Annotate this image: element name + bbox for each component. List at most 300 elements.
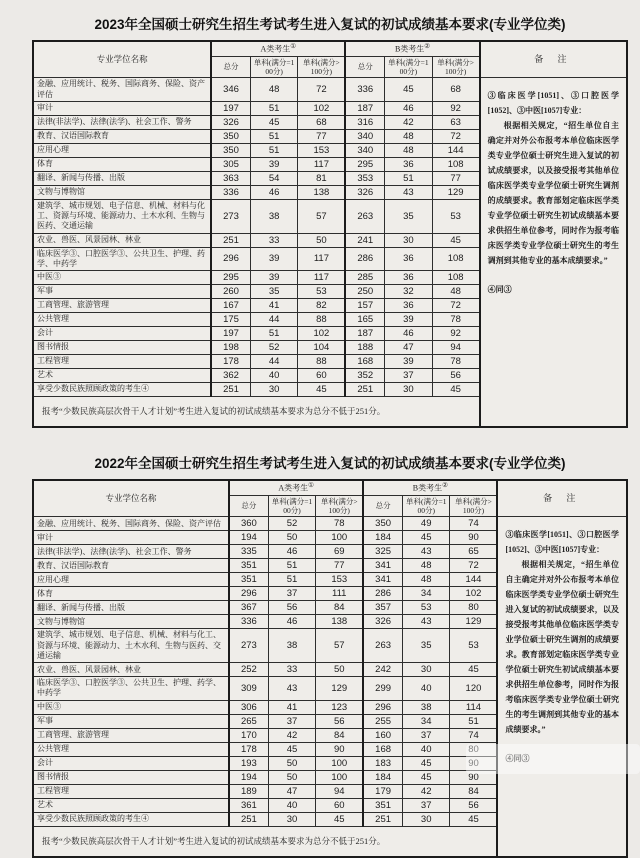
score-cell: 351 [363, 798, 402, 812]
score-cell: 129 [432, 185, 480, 199]
column-header-single100-a: 单科(满分=100分) [268, 495, 316, 517]
score-cell: 72 [450, 559, 498, 573]
score-cell: 88 [298, 313, 346, 327]
score-cell: 80 [450, 742, 498, 756]
score-cell: 50 [298, 233, 346, 247]
score-cell: 362 [211, 369, 250, 383]
score-cell: 48 [402, 573, 450, 587]
scores-table-2022 [32, 479, 628, 858]
column-header-group-a [211, 41, 345, 56]
score-cell: 42 [402, 784, 450, 798]
score-cell: 273 [211, 199, 250, 233]
score-cell: 194 [229, 770, 268, 784]
column-header-single-gt100-a: 单科(满分>100分) [298, 56, 346, 78]
score-cell: 325 [363, 545, 402, 559]
score-cell: 251 [211, 233, 250, 247]
score-cell: 108 [432, 271, 480, 285]
score-cell: 30 [402, 663, 450, 677]
score-cell: 30 [268, 812, 316, 826]
score-cell: 48 [385, 143, 433, 157]
score-cell: 51 [268, 559, 316, 573]
score-cell: 251 [211, 383, 250, 397]
score-cell: 123 [316, 700, 364, 714]
score-cell: 178 [211, 355, 250, 369]
score-cell: 56 [450, 798, 498, 812]
score-cell: 346 [211, 78, 250, 101]
score-cell: 168 [363, 742, 402, 756]
score-cell: 46 [385, 101, 433, 115]
column-header-degree-name: 专业学位名称 [33, 480, 229, 517]
score-cell: 251 [345, 383, 384, 397]
score-cell: 286 [363, 587, 402, 601]
score-cell: 153 [298, 143, 346, 157]
score-cell: 51 [250, 129, 298, 143]
score-cell: 77 [316, 559, 364, 573]
degree-name-cell: 中医③ [33, 271, 211, 285]
degree-name-cell: 艺术 [33, 369, 211, 383]
page-title-2023: 2023年全国硕士研究生招生考试考生进入复试的初试成绩基本要求(专业学位类) [94, 17, 566, 32]
degree-name-cell: 应用心理 [33, 573, 229, 587]
score-cell: 167 [211, 299, 250, 313]
degree-name-cell: 教育、汉语国际教育 [33, 129, 211, 143]
score-cell: 68 [432, 78, 480, 101]
score-cell: 81 [298, 171, 346, 185]
score-cell: 65 [450, 545, 498, 559]
score-cell: 36 [385, 247, 433, 270]
score-cell: 251 [229, 812, 268, 826]
score-cell: 51 [250, 101, 298, 115]
score-cell: 144 [450, 573, 498, 587]
degree-name-cell: 军事 [33, 714, 229, 728]
column-header-single100-a: 单科(满分=100分) [250, 56, 298, 78]
score-cell: 353 [345, 171, 384, 185]
score-cell: 48 [385, 129, 433, 143]
score-cell: 197 [211, 327, 250, 341]
score-cell: 326 [345, 185, 384, 199]
score-cell: 45 [268, 742, 316, 756]
score-cell: 340 [345, 129, 384, 143]
score-cell: 39 [250, 247, 298, 270]
score-cell: 37 [385, 369, 433, 383]
score-cell: 90 [450, 756, 498, 770]
score-cell: 54 [250, 171, 298, 185]
column-header-total-b: 总分 [345, 56, 384, 78]
score-cell: 183 [363, 756, 402, 770]
group-a-footnote-mark: ① [308, 482, 314, 490]
score-cell: 92 [432, 101, 480, 115]
score-cell: 32 [385, 285, 433, 299]
degree-name-cell: 法律(非法学)、法律(法学)、社会工作、警务 [33, 115, 211, 129]
score-cell: 100 [316, 531, 364, 545]
score-cell: 316 [345, 115, 384, 129]
degree-name-cell: 农业、兽医、风景园林、林业 [33, 663, 229, 677]
score-cell: 51 [450, 714, 498, 728]
group-a-label: A类考生 [260, 44, 291, 54]
score-cell: 45 [402, 770, 450, 784]
score-cell: 193 [229, 756, 268, 770]
score-cell: 305 [211, 157, 250, 171]
score-cell: 94 [316, 784, 364, 798]
score-cell: 50 [316, 663, 364, 677]
score-cell: 350 [211, 143, 250, 157]
remarks-footnote: ④同③ [505, 754, 530, 764]
score-cell: 357 [363, 601, 402, 615]
column-header-total-a: 总分 [211, 56, 250, 78]
score-cell: 102 [298, 327, 346, 341]
score-cell: 46 [268, 615, 316, 629]
column-header-remark: 备 注 [480, 41, 627, 78]
remarks-cell [480, 78, 627, 427]
score-cell: 45 [385, 78, 433, 101]
score-cell: 295 [345, 157, 384, 171]
score-cell: 360 [229, 517, 268, 531]
score-cell: 45 [298, 383, 346, 397]
table-footnote: 报考“少数民族高层次骨干人才计划”考生进入复试的初试成绩基本要求为总分不低于251分。 [33, 826, 497, 857]
degree-name-cell: 会计 [33, 327, 211, 341]
score-cell: 35 [402, 629, 450, 663]
score-cell: 33 [250, 233, 298, 247]
score-cell: 40 [402, 742, 450, 756]
score-cell: 184 [363, 531, 402, 545]
score-cell: 30 [250, 383, 298, 397]
degree-name-cell: 应用心理 [33, 143, 211, 157]
score-cell: 36 [385, 157, 433, 171]
score-cell: 198 [211, 341, 250, 355]
score-cell: 165 [345, 313, 384, 327]
score-cell: 80 [450, 601, 498, 615]
score-cell: 72 [432, 129, 480, 143]
score-cell: 108 [432, 247, 480, 270]
score-cell: 30 [385, 233, 433, 247]
score-cell: 40 [268, 798, 316, 812]
degree-name-cell: 图书情报 [33, 341, 211, 355]
score-cell: 45 [450, 663, 498, 677]
degree-name-cell: 建筑学、城市规划、电子信息、机械、材料与化工、资源与环境、能源动力、土木水利、生物与医药、交通运输 [33, 629, 229, 663]
score-cell: 78 [432, 313, 480, 327]
score-cell: 265 [229, 714, 268, 728]
score-cell: 100 [316, 770, 364, 784]
score-cell: 51 [250, 143, 298, 157]
score-cell: 53 [432, 199, 480, 233]
score-cell: 285 [345, 271, 384, 285]
degree-name-cell: 公共管理 [33, 742, 229, 756]
score-cell: 120 [450, 677, 498, 700]
score-cell: 45 [432, 383, 480, 397]
remarks-footnote: ④同③ [487, 285, 512, 295]
remarks-heading: ③临床医学[1051]、③口腔医学[1052]、③中医[1057]专业： [487, 91, 619, 116]
score-cell: 153 [316, 573, 364, 587]
degree-name-cell: 体育 [33, 587, 229, 601]
score-cell: 45 [432, 233, 480, 247]
score-cell: 88 [298, 355, 346, 369]
score-cell: 39 [250, 157, 298, 171]
score-cell: 179 [363, 784, 402, 798]
score-cell: 335 [229, 545, 268, 559]
column-header-group-b [363, 480, 497, 495]
score-cell: 350 [211, 129, 250, 143]
score-cell: 251 [363, 812, 402, 826]
score-cell: 350 [363, 517, 402, 531]
group-b-footnote-mark: ② [442, 482, 448, 490]
score-cell: 37 [268, 714, 316, 728]
degree-name-cell: 文物与博物馆 [33, 615, 229, 629]
score-cell: 30 [402, 812, 450, 826]
table-row [33, 517, 627, 531]
score-cell: 341 [363, 573, 402, 587]
degree-name-cell: 农业、兽医、风景园林、林业 [33, 233, 211, 247]
score-cell: 129 [450, 615, 498, 629]
score-cell: 296 [363, 700, 402, 714]
score-cell: 69 [316, 545, 364, 559]
table-footnote: 报考“少数民族高层次骨干人才计划”考生进入复试的初试成绩基本要求为总分不低于251分。 [33, 397, 480, 428]
score-cell: 37 [402, 728, 450, 742]
score-cell: 188 [345, 341, 384, 355]
score-cell: 197 [211, 101, 250, 115]
score-cell: 352 [345, 369, 384, 383]
column-header-group-a [229, 480, 363, 495]
column-header-total-a: 总分 [229, 495, 268, 517]
score-cell: 72 [432, 299, 480, 313]
column-header-single100-b: 单科(满分=100分) [385, 56, 433, 78]
degree-name-cell: 公共管理 [33, 313, 211, 327]
score-cell: 72 [298, 78, 346, 101]
score-cell: 351 [229, 559, 268, 573]
score-cell: 187 [345, 101, 384, 115]
degree-name-cell: 审计 [33, 531, 229, 545]
score-cell: 52 [268, 517, 316, 531]
degree-name-cell: 会计 [33, 756, 229, 770]
degree-name-cell: 金融、应用统计、税务、国际商务、保险、资产评估 [33, 78, 211, 101]
score-cell: 34 [402, 587, 450, 601]
score-table-2022-section [32, 452, 628, 858]
score-cell: 263 [345, 199, 384, 233]
degree-name-cell: 工程管理 [33, 784, 229, 798]
score-cell: 84 [316, 601, 364, 615]
degree-name-cell: 图书情报 [33, 770, 229, 784]
score-cell: 51 [250, 327, 298, 341]
score-cell: 296 [211, 247, 250, 270]
degree-name-cell: 工商管理、旅游管理 [33, 728, 229, 742]
score-cell: 157 [345, 299, 384, 313]
score-cell: 37 [402, 798, 450, 812]
score-cell: 78 [316, 517, 364, 531]
score-cell: 45 [316, 812, 364, 826]
score-cell: 117 [298, 271, 346, 285]
score-cell: 49 [402, 517, 450, 531]
score-cell: 43 [402, 615, 450, 629]
score-cell: 336 [345, 78, 384, 101]
score-cell: 40 [402, 677, 450, 700]
score-cell: 45 [250, 115, 298, 129]
degree-name-cell: 法律(非法学)、法律(法学)、社会工作、警务 [33, 545, 229, 559]
score-cell: 241 [345, 233, 384, 247]
score-cell: 326 [211, 115, 250, 129]
degree-name-cell: 工程管理 [33, 355, 211, 369]
score-cell: 36 [385, 299, 433, 313]
degree-name-cell: 翻译、新闻与传播、出版 [33, 171, 211, 185]
score-cell: 170 [229, 728, 268, 742]
score-cell: 114 [450, 700, 498, 714]
score-cell: 45 [402, 756, 450, 770]
score-cell: 178 [229, 742, 268, 756]
score-cell: 138 [316, 615, 364, 629]
degree-name-cell: 翻译、新闻与传播、出版 [33, 601, 229, 615]
score-cell: 90 [450, 770, 498, 784]
score-cell: 53 [450, 629, 498, 663]
score-cell: 187 [345, 327, 384, 341]
score-cell: 108 [432, 157, 480, 171]
score-cell: 194 [229, 531, 268, 545]
score-cell: 41 [268, 700, 316, 714]
score-cell: 160 [363, 728, 402, 742]
score-cell: 168 [345, 355, 384, 369]
score-cell: 43 [402, 545, 450, 559]
degree-name-cell: 体育 [33, 157, 211, 171]
degree-name-cell: 建筑学、城市规划、电子信息、机械、材料与化工、资源与环境、能源动力、土木水利、生物与医药、交通运输 [33, 199, 211, 233]
score-cell: 43 [268, 677, 316, 700]
score-cell: 306 [229, 700, 268, 714]
column-header-degree-name: 专业学位名称 [33, 41, 211, 78]
score-cell: 52 [250, 341, 298, 355]
degree-name-cell: 享受少数民族照顾政策的考生④ [33, 383, 211, 397]
score-cell: 56 [432, 369, 480, 383]
score-cell: 39 [250, 271, 298, 285]
score-cell: 138 [298, 185, 346, 199]
score-cell: 50 [268, 756, 316, 770]
degree-name-cell: 享受少数民族照顾政策的考生④ [33, 812, 229, 826]
score-cell: 33 [268, 663, 316, 677]
score-cell: 57 [298, 199, 346, 233]
score-cell: 363 [211, 171, 250, 185]
score-table-2023-section [32, 13, 628, 428]
score-cell: 309 [229, 677, 268, 700]
score-cell: 361 [229, 798, 268, 812]
score-cell: 34 [402, 714, 450, 728]
degree-name-cell: 临床医学③、口腔医学③、公共卫生、护理、药学、中药学 [33, 677, 229, 700]
score-cell: 30 [385, 383, 433, 397]
degree-name-cell: 教育、汉语国际教育 [33, 559, 229, 573]
score-cell: 336 [211, 185, 250, 199]
score-cell: 90 [316, 742, 364, 756]
score-cell: 94 [432, 341, 480, 355]
column-header-single-gt100-a: 单科(满分>100分) [316, 495, 364, 517]
score-cell: 56 [268, 601, 316, 615]
score-cell: 53 [298, 285, 346, 299]
score-cell: 336 [229, 615, 268, 629]
score-cell: 296 [229, 587, 268, 601]
score-cell: 47 [268, 784, 316, 798]
score-cell: 102 [450, 587, 498, 601]
score-cell: 260 [211, 285, 250, 299]
score-cell: 45 [402, 531, 450, 545]
score-cell: 84 [316, 728, 364, 742]
score-cell: 68 [298, 115, 346, 129]
score-cell: 242 [363, 663, 402, 677]
score-cell: 104 [298, 341, 346, 355]
score-cell: 43 [385, 185, 433, 199]
score-cell: 82 [298, 299, 346, 313]
score-cell: 40 [250, 369, 298, 383]
score-cell: 45 [450, 812, 498, 826]
degree-name-cell: 工商管理、旅游管理 [33, 299, 211, 313]
score-cell: 50 [268, 531, 316, 545]
remarks-paragraph: 根据相关规定，“招生单位自主确定并对外公布报考本单位临床医学类专业学位硕士研究生进入复试的初试成绩要求，以及接受报考其他单位临床医学类专业学位硕士研究生调剂的成绩要求。教育部划定临床医学类专业学位硕士研究生初试成绩基本要求供招生单位参考，同时作为报考临床医学类专业学位硕士研究生的考生调剂到其他专业的基本成绩要求。” [505, 560, 619, 735]
score-cell: 39 [385, 313, 433, 327]
score-cell: 326 [363, 615, 402, 629]
score-cell: 53 [402, 601, 450, 615]
score-cell: 35 [250, 285, 298, 299]
score-cell: 273 [229, 629, 268, 663]
score-cell: 38 [402, 700, 450, 714]
degree-name-cell: 中医③ [33, 700, 229, 714]
column-header-remark: 备 注 [497, 480, 627, 517]
score-cell: 38 [250, 199, 298, 233]
column-header-group-b [345, 41, 479, 56]
score-cell: 50 [268, 770, 316, 784]
score-cell: 48 [432, 285, 480, 299]
score-cell: 44 [250, 355, 298, 369]
score-cell: 117 [298, 247, 346, 270]
group-b-label: B类考生 [412, 483, 443, 493]
score-cell: 38 [268, 629, 316, 663]
degree-name-cell: 军事 [33, 285, 211, 299]
score-cell: 286 [345, 247, 384, 270]
page-title-2022: 2022年全国硕士研究生招生考试考生进入复试的初试成绩基本要求(专业学位类) [94, 456, 566, 472]
score-cell: 100 [316, 756, 364, 770]
score-cell: 46 [268, 545, 316, 559]
degree-name-cell: 临床医学③、口腔医学③、公共卫生、护理、药学、中药学 [33, 247, 211, 270]
score-cell: 36 [385, 271, 433, 285]
score-cell: 51 [385, 171, 433, 185]
score-cell: 39 [385, 355, 433, 369]
score-cell: 48 [402, 559, 450, 573]
score-cell: 263 [363, 629, 402, 663]
score-cell: 74 [450, 728, 498, 742]
score-cell: 175 [211, 313, 250, 327]
score-cell: 92 [432, 327, 480, 341]
degree-name-cell: 审计 [33, 101, 211, 115]
score-cell: 63 [432, 115, 480, 129]
header-row-groups [33, 480, 627, 495]
remarks-paragraph: 根据相关规定，“招生单位自主确定并对外公布报考本单位临床医学类专业学位硕士研究生进入复试的初试成绩要求，以及接受报考其他单位临床医学类专业学位硕士研究生调剂的成绩要求。教育部划定临床医学类专业学位硕士研究生初试成绩基本要求供招生单位参考，同时作为报考临床医学类专业学位硕士研究生的考生调剂到其他专业的基本成绩要求。” [487, 121, 619, 266]
column-header-single-gt100-b: 单科(满分>100分) [432, 56, 480, 78]
remarks-cell [497, 517, 627, 857]
remarks-heading: ③临床医学[1051]、③口腔医学[1052]、③中医[1057]专业： [505, 530, 619, 555]
score-cell: 295 [211, 271, 250, 285]
score-cell: 48 [250, 78, 298, 101]
score-cell: 144 [432, 143, 480, 157]
score-cell: 189 [229, 784, 268, 798]
score-cell: 341 [363, 559, 402, 573]
scores-table-2023 [32, 40, 628, 428]
score-cell: 351 [229, 573, 268, 587]
score-cell: 56 [316, 714, 364, 728]
group-a-label: A类考生 [278, 483, 309, 493]
score-cell: 77 [298, 129, 346, 143]
score-cell: 255 [363, 714, 402, 728]
column-header-total-b: 总分 [363, 495, 402, 517]
score-cell: 60 [316, 798, 364, 812]
score-cell: 57 [316, 629, 364, 663]
score-cell: 340 [345, 143, 384, 157]
score-cell: 102 [298, 101, 346, 115]
score-cell: 299 [363, 677, 402, 700]
header-row-groups [33, 41, 627, 56]
column-header-single100-b: 单科(满分=100分) [402, 495, 450, 517]
group-b-footnote-mark: ② [424, 43, 431, 50]
column-header-single-gt100-b: 单科(满分>100分) [450, 495, 498, 517]
score-cell: 46 [385, 327, 433, 341]
